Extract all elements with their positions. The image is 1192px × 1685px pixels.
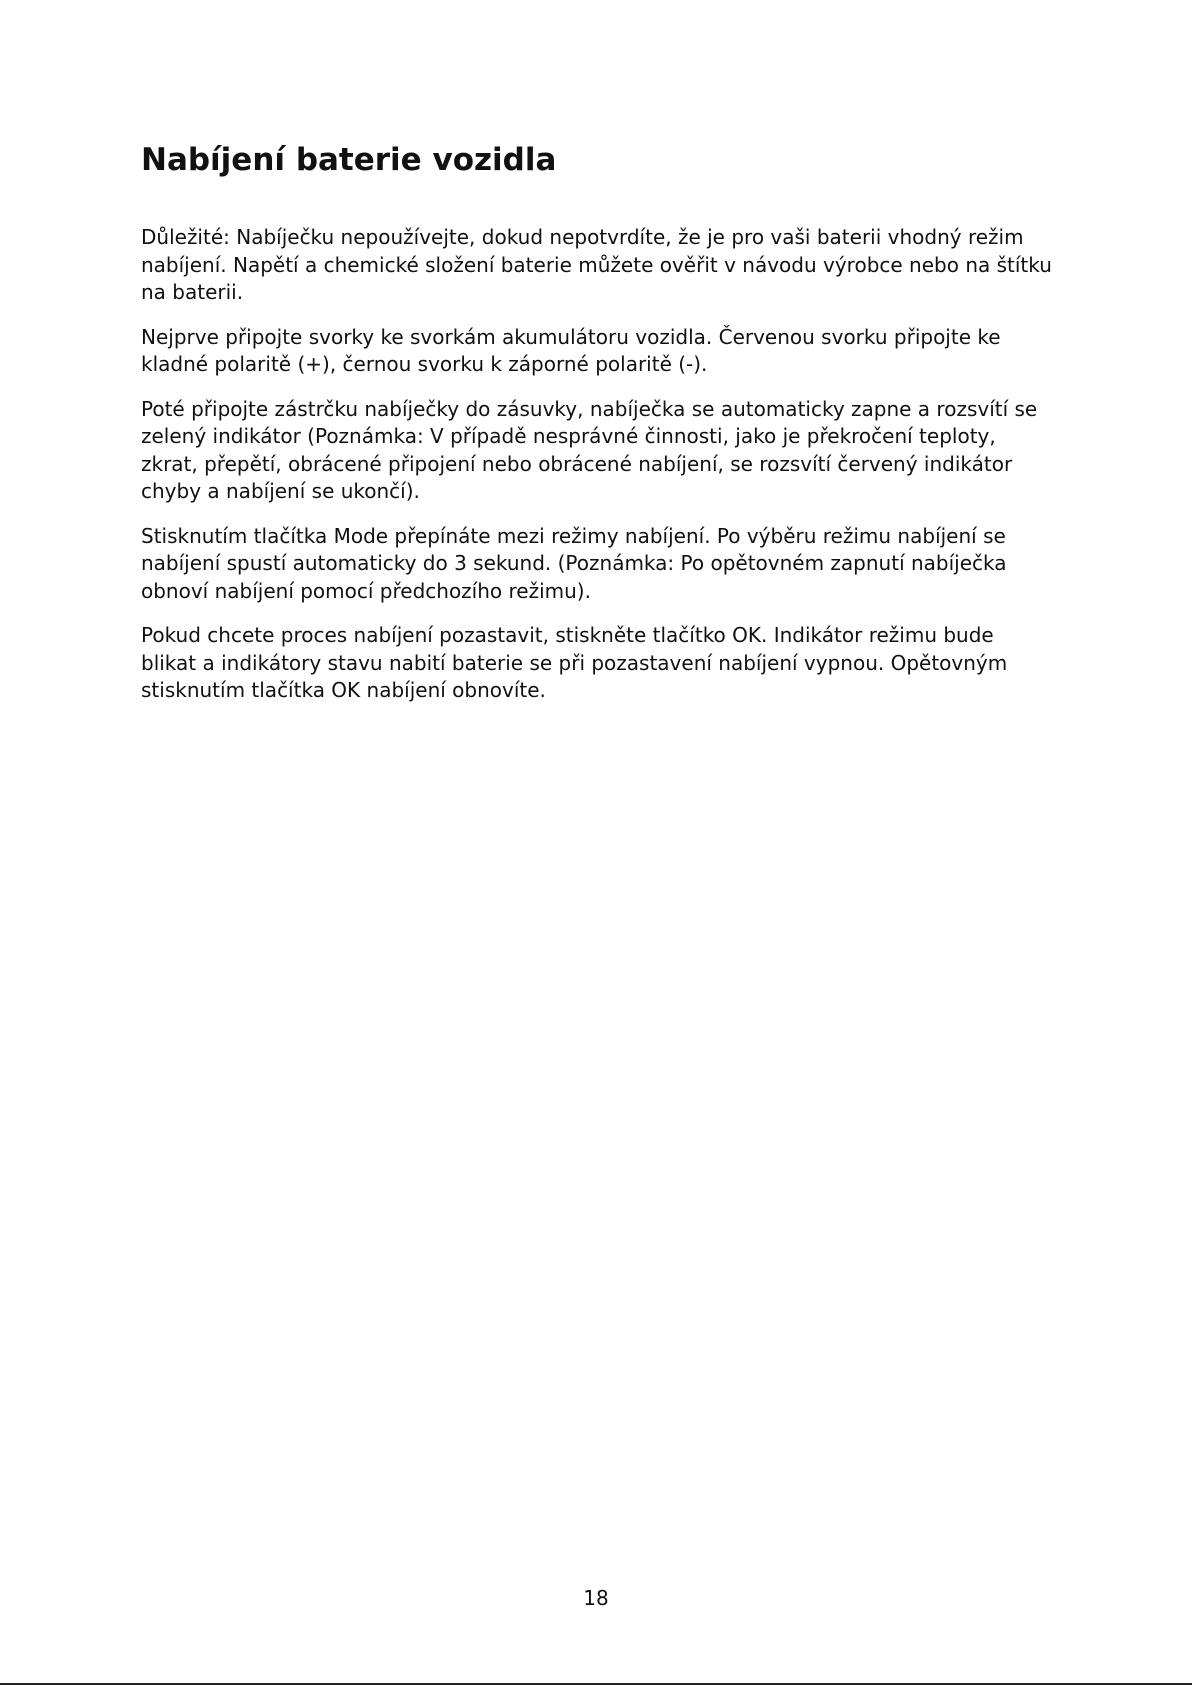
text-line: Pokud chcete proces nabíjení pozastavit, stiskněte tlačítko OK. Indikátor režimu bude — [141, 623, 994, 647]
text-line: Poté připojte zástrčku nabíječky do zásuvky, nabíječka se automaticky zapne a rozsvítí se — [141, 396, 1038, 421]
text-line: nabíjení spustí automaticky do 3 sekund. (Poznámka: Po opětovném zapnutí nabíječka — [141, 551, 1007, 575]
text-line: blikat a indikátory stavu nabití baterie se při pozastavení nabíjení vypnou. Opětovným — [141, 650, 1008, 675]
text-line: zelený indikátor (Poznámka: V případě nesprávné činnosti, jako je překročení teploty, — [141, 424, 996, 448]
paragraph-connect-clamps — [141, 324, 1071, 379]
paragraph-plug-in — [141, 396, 1071, 506]
text-line: kladné polaritě (+), černou svorku k záporné polaritě (-). — [141, 352, 708, 376]
text-line: nabíjení. Napětí a chemické složení baterie můžete ověřit v návodu výrobce nebo na štítku — [141, 252, 1052, 277]
body-text — [141, 224, 1071, 722]
paragraph-mode-button — [141, 523, 1071, 606]
page-number: 18 — [583, 1586, 609, 1610]
text-line: stisknutím tlačítka OK nabíjení obnovíte. — [141, 678, 546, 702]
text-line: na baterii. — [141, 280, 244, 304]
text-line: Nejprve připojte svorky ke svorkám akumulátoru vozidla. Červenou svorku připojte ke — [141, 324, 1001, 349]
paragraph-important-note — [141, 224, 1071, 307]
page-title: Nabíjení baterie vozidla — [141, 142, 557, 178]
text-line: Stisknutím tlačítka Mode přepínáte mezi režimy nabíjení. Po výběru režimu nabíjení se — [141, 523, 1006, 548]
text-line: zkrat, přepětí, obrácené připojení nebo obrácené nabíjení, se rozsvítí červený indikátor — [141, 451, 1013, 476]
text-line: obnoví nabíjení pomocí předchozího režimu). — [141, 578, 591, 603]
text-line: chyby a nabíjení se ukončí). — [141, 479, 420, 503]
text-line: Důležité: Nabíječku nepoužívejte, dokud nepotvrdíte, že je pro vaši baterii vhodný režim — [141, 225, 1024, 249]
paragraph-pause-charging — [141, 622, 1071, 705]
